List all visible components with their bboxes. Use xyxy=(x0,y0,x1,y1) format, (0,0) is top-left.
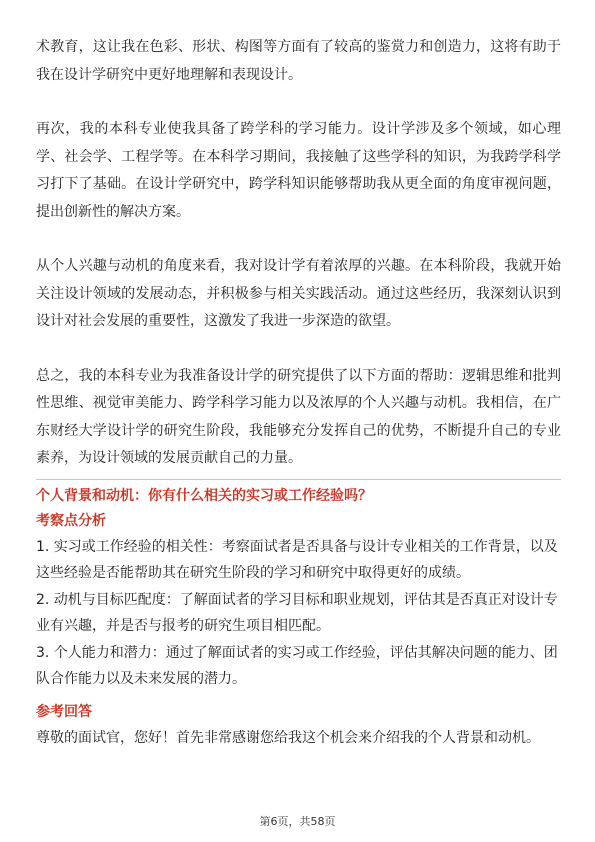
page-number: 第6页，共58页 xyxy=(259,815,336,828)
analysis-point: 2. 动机与目标匹配度：了解面试者的学习目标和职业规划，评估其是否真正对设计专业有兴趣，并是否与报考的研究生项目相匹配。 xyxy=(36,591,558,634)
paragraph-interest-motivation: 从个人兴趣与动机的角度来看，我对设计学有着浓厚的兴趣。在本科阶段，我就开始关注设计领域的发展动态，并积极参与相关实践活动。通过这些经历，我深刻认识到设计对社会发展的重要性，这激发了我进一步深造的欲望。 xyxy=(36,258,561,329)
answer-heading: 参考回答 xyxy=(36,703,92,720)
analysis-point: 1. 实习或工作经验的相关性：考察面试者是否具备与设计专业相关的工作背景，以及这些经验是否能帮助其在研究生阶段的学习和研究中取得更好的成绩。 xyxy=(36,538,558,581)
paragraph-interdisciplinary: 再次，我的本科专业使我具备了跨学科的学习能力。设计学涉及多个领域，如心理学、社会学、工程学等。在本科学习期间，我接触了这些学科的知识，为我跨学科学习打下了基础。在设计学研究中，跨学科知识能够帮助我从更全面的角度审视问题，提出创新性的解决方案。 xyxy=(36,121,561,220)
section-divider xyxy=(36,479,561,480)
paragraph-conclusion: 总之，我的本科专业为我准备设计学的研究提供了以下方面的帮助：逻辑思维和批判性思维、视觉审美能力、跨学科学习能力以及浓厚的个人兴趣与动机。我相信，在广东财经大学设计学的研究生阶段，我能够充分发挥自己的优势，不断提升自己的专业素养，为设计领域的发展贡献自己的力量。 xyxy=(36,367,561,466)
page-content xyxy=(36,34,561,752)
analysis-points xyxy=(36,534,561,693)
question-title: 个人背景和动机：你有什么相关的实习或工作经验吗？ xyxy=(36,487,372,504)
answer-opening: 尊敬的面试官，您好！首先非常感谢您给我这个机会来介绍我的个人背景和动机。 xyxy=(36,729,540,746)
spacer xyxy=(36,89,561,116)
spacer xyxy=(36,226,561,253)
analysis-heading: 考察点分析 xyxy=(36,512,106,529)
paragraph-art-education: 术教育，这让我在色彩、形状、构图等方面有了较高的鉴赏力和创造力，这将有助于我在设计学研究中更好地理解和表现设计。 xyxy=(36,39,561,83)
analysis-point: 3. 个人能力和潜力：通过了解面试者的实习或工作经验，评估其解决问题的能力、团队合作能力以及未来发展的潜力。 xyxy=(36,644,558,687)
spacer xyxy=(36,336,561,363)
